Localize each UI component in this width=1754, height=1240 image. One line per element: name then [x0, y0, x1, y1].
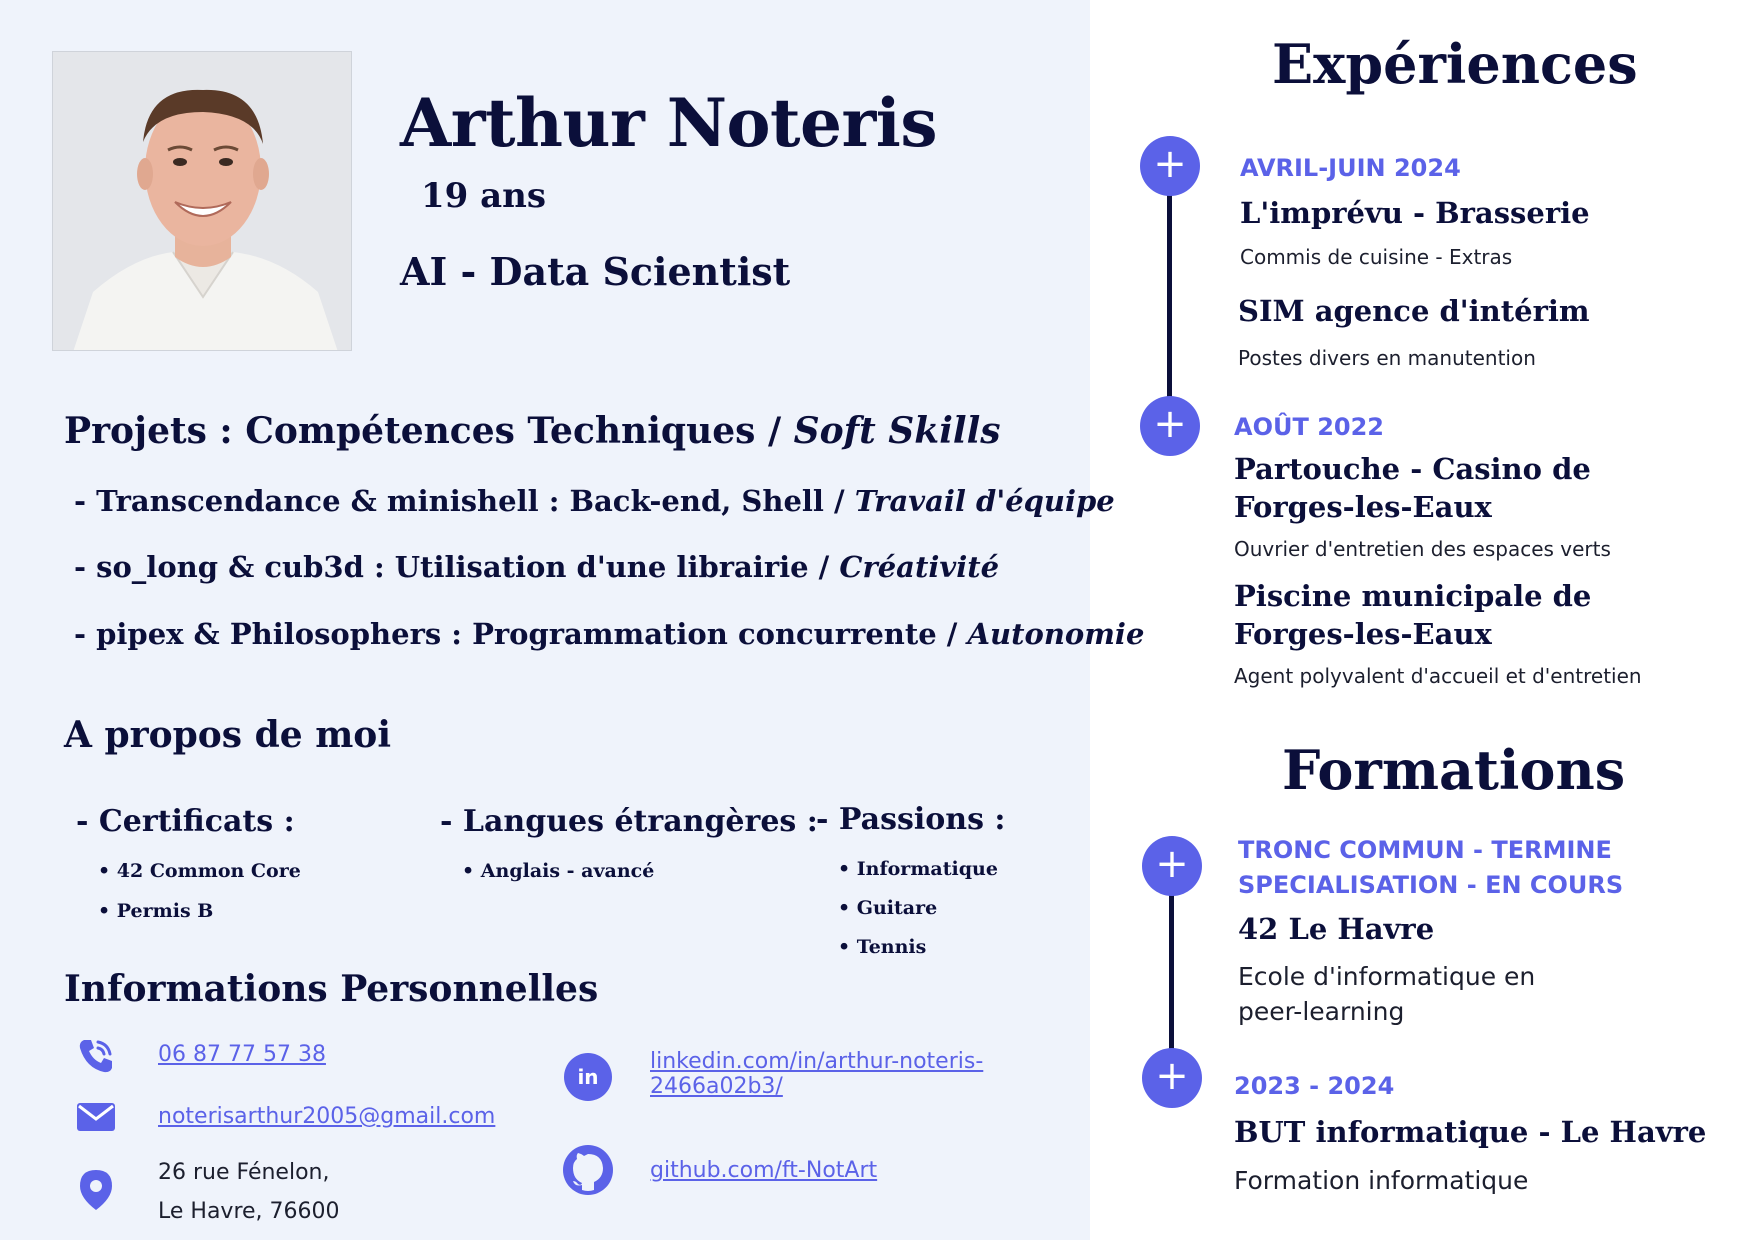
experience-role: Commis de cuisine - Extras [1240, 245, 1513, 269]
job-title: AI - Data Scientist [400, 249, 791, 294]
person-age: 19 ans [421, 176, 547, 216]
experience-org-line-2: Forges-les-Eaux [1234, 490, 1492, 524]
experience-org-line-1: Piscine municipale de [1234, 579, 1592, 613]
plus-glyph: + [1155, 1053, 1189, 1099]
projects-title-italic: Soft Skills [793, 410, 1001, 452]
email-icon [76, 1102, 116, 1132]
address-line-2: Le Havre, 76600 [158, 1199, 340, 1224]
about-title: A propos de moi [64, 714, 391, 756]
experience-org-line-1: Partouche - Casino de [1234, 452, 1591, 486]
experience-org: L'imprévu - Brasserie [1240, 196, 1590, 230]
certificate-item: • 42 Common Core [98, 860, 301, 882]
experiences-title: Expériences [1272, 32, 1638, 96]
address-line-1: 26 rue Fénelon, [158, 1160, 330, 1185]
formation-org: 42 Le Havre [1238, 912, 1435, 946]
plus-glyph: + [1155, 841, 1189, 887]
projects-title [64, 410, 1001, 452]
profile-photo [52, 51, 352, 351]
person-name: Arthur Noteris [400, 84, 938, 162]
linkedin-link[interactable] [650, 1049, 983, 1099]
formation-desc-line-2: peer-learning [1238, 997, 1405, 1026]
project-item-text: - pipex & Philosophers : Programmation concurrente / [74, 617, 968, 651]
formation-timeline-line [1169, 870, 1174, 1060]
language-item: • Anglais - avancé [462, 860, 655, 882]
project-item-skill: Créativité [839, 550, 1000, 584]
formation-desc: Formation informatique [1234, 1166, 1529, 1195]
languages-label: - Langues étrangères : [440, 804, 818, 839]
location-pin-icon [76, 1168, 116, 1212]
github-icon [562, 1144, 614, 1196]
passion-item: • Guitare [838, 897, 938, 919]
formation-date-line-1: TRONC COMMUN - TERMINE [1238, 836, 1612, 864]
timeline-plus-icon [1142, 836, 1202, 896]
formation-desc-line-1: Ecole d'informatique en [1238, 962, 1536, 991]
experience-role: Postes divers en manutention [1238, 346, 1536, 370]
linkedin-icon: in [564, 1053, 612, 1101]
project-item-skill: Travail d'équipe [854, 484, 1115, 518]
certificates-label: - Certificats : [76, 804, 295, 839]
plus-glyph: + [1153, 401, 1187, 447]
timeline-plus-icon [1140, 136, 1200, 196]
experience-role: Ouvrier d'entretien des espaces verts [1234, 537, 1611, 561]
experience-timeline-line [1167, 170, 1172, 400]
project-item-skill: Autonomie [967, 617, 1145, 651]
linkedin-link-line-2: 2466a02b3/ [650, 1074, 783, 1099]
passions-label: - Passions : [816, 802, 1006, 837]
email-link[interactable]: noterisarthur2005@gmail.com [158, 1104, 496, 1129]
passion-item: • Informatique [838, 858, 998, 880]
experience-date: AVRIL-JUIN 2024 [1240, 154, 1461, 182]
formation-org: BUT informatique - Le Havre [1234, 1115, 1707, 1149]
certificate-item: • Permis B [98, 900, 214, 922]
plus-glyph: + [1153, 141, 1187, 187]
project-item-text: - so_long & cub3d : Utilisation d'une librairie / [74, 550, 840, 584]
formation-date: 2023 - 2024 [1234, 1072, 1395, 1100]
timeline-plus-icon [1142, 1048, 1202, 1108]
formation-date-line-2: SPECIALISATION - EN COURS [1238, 871, 1624, 899]
github-link[interactable]: github.com/ft-NotArt [650, 1158, 878, 1183]
project-item [74, 484, 1115, 518]
project-item [74, 550, 999, 584]
experience-org: SIM agence d'intérim [1238, 294, 1590, 328]
experience-role: Agent polyvalent d'accueil et d'entretien [1234, 664, 1642, 688]
passion-item: • Tennis [838, 936, 927, 958]
experience-date: AOÛT 2022 [1234, 413, 1384, 441]
timeline-plus-icon [1140, 396, 1200, 456]
linkedin-link-line-1: linkedin.com/in/arthur-noteris- [650, 1049, 984, 1074]
phone-link[interactable]: 06 87 77 57 38 [158, 1042, 326, 1067]
project-item-text: - Transcendance & minishell : Back-end, Shell / [74, 484, 855, 518]
projects-title-main: Projets : Compétences Techniques / [64, 410, 794, 452]
experience-org-line-2: Forges-les-Eaux [1234, 617, 1492, 651]
personal-info-title: Informations Personnelles [64, 968, 599, 1010]
project-item [74, 617, 1144, 651]
formations-title: Formations [1282, 738, 1626, 802]
phone-icon [76, 1036, 116, 1076]
